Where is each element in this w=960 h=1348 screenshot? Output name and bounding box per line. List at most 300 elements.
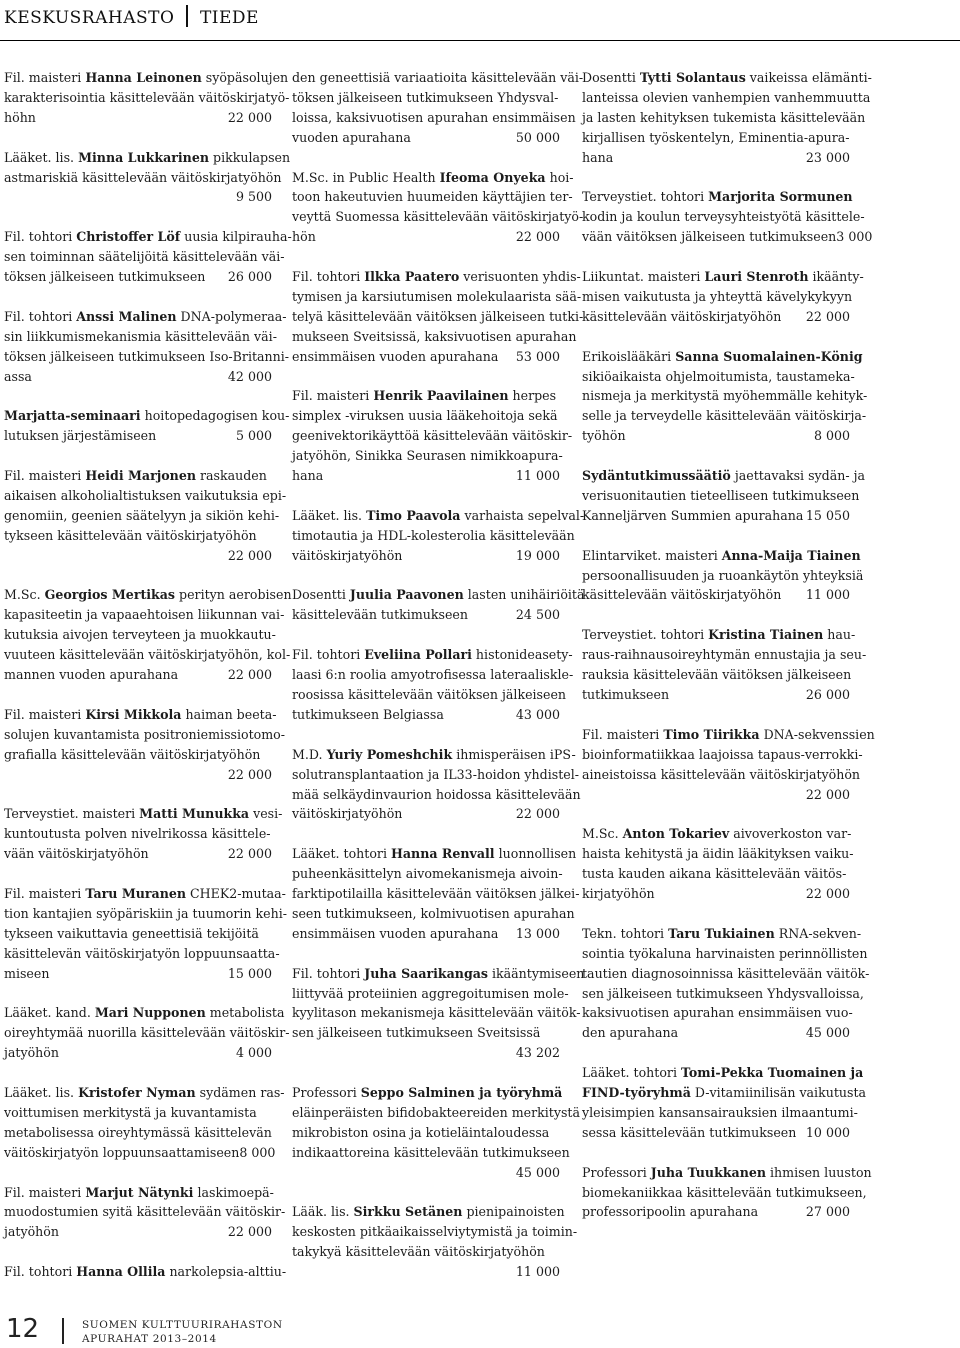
entry-line	[4, 1003, 285, 1023]
entry-last-text: vään väitöskirjatyöhön	[4, 846, 149, 862]
entry-last-text: mannen vuoden apurahana	[4, 667, 179, 683]
entry-line	[4, 426, 272, 446]
entry-last-text: väitöskirjatyöhön	[292, 547, 403, 563]
entry-last-text: töksen jälkeiseen tutkimukseen	[4, 269, 206, 285]
entry-title-prefix: Professori	[582, 1164, 651, 1180]
publication-title	[82, 1318, 283, 1346]
grant-entry	[4, 148, 291, 208]
entry-line	[292, 128, 560, 148]
grant-amount: 22 000	[515, 806, 560, 822]
entry-title-suffix: hoitopedagogisen kou-	[140, 408, 290, 424]
entry-line	[292, 506, 585, 526]
entry-last-text: Kanneljärven Summien apurahana	[582, 507, 804, 523]
grant-amount: 3 000	[836, 229, 873, 245]
entry-title-prefix: Dosentti	[292, 587, 350, 603]
entry-line: bioinformatiikkaa laajoissa tapaus-verrokki-	[582, 746, 863, 762]
entry-title-suffix: raskauden	[196, 468, 267, 484]
grant-amount: 22 000	[227, 1224, 272, 1240]
grant-entry	[4, 406, 290, 446]
recipient-name: Minna Lukkarinen	[78, 149, 210, 165]
entry-line	[582, 625, 856, 645]
entry-line: sikiöaikaista ohjelmoitumista, taustameka-	[582, 368, 855, 384]
grant-entry	[582, 546, 864, 606]
grant-amount: 19 000	[515, 547, 560, 563]
entry-title-prefix: Fil. maisteri	[4, 1184, 86, 1200]
entry-line	[582, 725, 875, 745]
grant-entry	[4, 585, 292, 685]
entry-title-suffix: ikääntymiseen	[488, 965, 585, 981]
entry-line: sin liikkumismekanismia käsittelevään väi-	[4, 328, 277, 344]
entry-last-text: käsittelevään väitöskirjatyöhön	[582, 308, 782, 324]
entry-title-prefix: Fil. maisteri	[4, 886, 86, 902]
entry-title-prefix: Elintarviket. maisteri	[582, 547, 722, 563]
entry-title-prefix: M.D.	[292, 746, 327, 762]
entry-line	[292, 347, 560, 367]
entry-line	[292, 745, 576, 765]
grant-amount: 26 000	[227, 269, 272, 285]
grant-amount: 11 000	[805, 587, 850, 603]
recipient-name: Kirsi Mikkola	[85, 706, 182, 722]
grant-entry	[582, 824, 854, 904]
entry-line	[582, 1023, 850, 1043]
grant-entry	[292, 267, 584, 367]
entry-last-text: työhön	[582, 428, 626, 444]
grant-amount: 50 000	[515, 129, 560, 145]
grant-amount: 8 000	[813, 428, 850, 444]
entry-line: jatyöhön, Sinikka Seurasen nimikkoapura-	[292, 448, 563, 464]
entry-line	[292, 705, 560, 725]
grant-amount: 22 000	[805, 886, 850, 902]
entry-title-suffix: varhaista sepelval-	[460, 507, 585, 523]
grant-amount: 22 000	[227, 846, 272, 862]
recipient-name: Ilkka Paatero	[364, 269, 460, 285]
entry-line: tion kantajien syöpäriskiin ja tuumorin kehi-	[4, 905, 288, 921]
recipient-name: Juulia Paavonen	[349, 587, 464, 603]
recipient-name: Kristina Tiainen	[708, 627, 824, 643]
entry-line: kyylitason mekanismeja käsittelevään väitök-	[292, 1005, 581, 1021]
entry-line: haista kehitystä ja äidin lääkityksen vaiku-	[582, 846, 854, 862]
entry-line: sen jälkeiseen tutkimukseen Sveitsissä	[292, 1025, 541, 1041]
entry-line: oireyhtymää nuorilla käsittelevään väitöskir-	[4, 1025, 290, 1041]
entry-title-prefix: Fil. maisteri	[4, 706, 86, 722]
grant-entry	[582, 347, 868, 447]
entry-line: lanteissa olevien vanhempien vanhemmuutta	[582, 89, 871, 105]
recipient-name: Timo Paavola	[366, 507, 461, 523]
entry-line: biomekaniikkaa käsittelevään tutkimukseen,	[582, 1184, 867, 1200]
entry-title-prefix: Fil. tohtori	[4, 229, 77, 245]
entry-line	[4, 964, 272, 984]
entry-line: puheenkäsittelyn aivomekanismeja aivoin-	[292, 866, 563, 882]
recipient-name: Sanna Suomalainen-König	[675, 348, 863, 364]
recipient-name: Juha Saarikangas	[364, 965, 488, 981]
entry-line: misen vaikutusta ja yhteyttä kävelykykyyn	[582, 288, 853, 304]
entry-title-suffix: D-vitamiinilisän vaikutusta	[690, 1085, 867, 1101]
grant-entry	[292, 68, 584, 148]
entry-title-prefix: Fil. tohtori	[292, 965, 365, 981]
grant-amount: 13 000	[515, 925, 560, 941]
grant-amount: 15 050	[805, 507, 850, 523]
entry-line	[4, 1183, 272, 1203]
entry-line	[4, 844, 272, 864]
entry-line	[4, 466, 272, 486]
entry-line	[292, 1083, 563, 1103]
entry-title-prefix: Lääk. lis.	[292, 1204, 354, 1220]
recipient-name: Matti Munukka	[139, 806, 250, 822]
entry-title-prefix: Fil. maisteri	[4, 468, 86, 484]
entry-line: solujen kuvantamista positroniemissiotomo-	[4, 726, 286, 742]
column-2	[292, 68, 585, 1302]
entry-title-suffix: hoi-	[545, 169, 574, 185]
entry-line	[4, 705, 277, 725]
grant-amount: 8 000	[239, 1144, 276, 1160]
entry-line	[582, 347, 863, 367]
grant-entry	[582, 1163, 872, 1223]
entry-last-text: professoripoolin apurahana	[582, 1204, 759, 1220]
entry-line: käsittelevän väitöskirjatyön loppuunsaatta-	[4, 945, 280, 961]
entry-last-text: hana	[292, 468, 324, 484]
recipient-name: Taru Tukiainen	[668, 925, 775, 941]
entry-title-prefix: Terveystiet. maisteri	[4, 806, 140, 822]
entry-line: farktipotilailla käsittelevään väitöksen jälkei-	[292, 886, 580, 902]
entry-line	[4, 108, 272, 128]
entry-line: eläinperäisten bifidobakteereiden merkitystä	[292, 1104, 581, 1120]
entry-line: verisuonitautien tieteelliseen tutkimukseen	[582, 487, 860, 503]
entry-line: vuuteen käsittelevään väitöskirjatyöhön, kol-	[4, 647, 291, 663]
grant-amount: 45 000	[515, 1164, 560, 1180]
grant-entry	[292, 1083, 581, 1183]
entry-line	[582, 1163, 872, 1183]
entry-line: raus-raihnausoireyhtymän ennustajia ja seu-	[582, 647, 867, 663]
entry-title-suffix: RNA-sekven-	[774, 925, 862, 941]
entry-line: aikaisen alkoholialtistuksen vaikutuksia epi-	[4, 487, 287, 503]
entry-line: tykseen vaikuttavia geneettisiä tekijöitä	[4, 925, 259, 941]
entry-line: kutuksia aivojen terveyteen ja muokkautu-	[4, 627, 276, 643]
entry-line: mikrobiston osina ja kotieläintaloudessa	[292, 1124, 550, 1140]
entry-title-prefix: Fil. tohtori	[292, 647, 365, 663]
entry-line	[4, 307, 287, 327]
entry-line: persoonallisuuden ja ruoankäytön yhteyksiä	[582, 567, 864, 583]
entry-title-prefix: Lääket. tohtori	[582, 1065, 681, 1081]
entry-title-suffix: syöpäsolujen	[201, 70, 289, 85]
entry-line	[292, 964, 585, 984]
entry-title-prefix: Terveystiet. tohtori	[582, 627, 709, 643]
recipient-name: Mari Nupponen	[94, 1005, 206, 1021]
entry-title-suffix: ihmisperäisen iPS-	[452, 746, 576, 762]
entry-title-prefix: Lääket. lis.	[292, 507, 367, 523]
grant-amount: 22 000	[805, 308, 850, 324]
entry-line: töksen jälkeiseen tutkimukseen Yhdysval-	[292, 89, 559, 105]
grant-amount: 11 000	[515, 468, 560, 484]
entry-title-suffix: DNA-polymeraa-	[176, 308, 287, 324]
entry-line	[582, 1063, 864, 1083]
entry-line	[582, 585, 850, 605]
entry-line: kapasiteetin ja vapaaehtoisen liikunnan vai-	[4, 607, 285, 623]
entry-line	[4, 804, 283, 824]
entry-line	[582, 685, 850, 705]
column-1	[4, 68, 292, 1302]
grant-entry	[292, 844, 580, 944]
entry-line	[292, 386, 560, 406]
entry-title-prefix: Fil. tohtori	[4, 1264, 77, 1280]
entry-line: geenivektorikäyttöä käsittelevään väitöskir-	[292, 428, 573, 444]
grant-entry	[582, 466, 866, 526]
grant-entry	[292, 585, 585, 625]
entry-line	[582, 1202, 850, 1222]
entry-title-prefix: Professori	[292, 1085, 361, 1101]
recipient-name: Marjatta-seminaari	[4, 408, 141, 424]
entry-line: takykyä käsittelevään väitöskirjatyöhön	[292, 1244, 545, 1260]
entry-title-prefix: Dosentti	[582, 70, 640, 85]
recipient-name: FIND-työryhmä	[582, 1085, 691, 1101]
entry-line: astmariskiä käsittelevään väitöskirjatyöhön	[4, 169, 282, 185]
entry-line: loissa, kaksivuotisen apurahan ensimmäisen	[292, 109, 576, 125]
page-footer	[0, 1306, 960, 1348]
entry-title-prefix: M.Sc. in Public Health	[292, 169, 440, 185]
entry-line	[582, 924, 862, 944]
entry-line: nismeja ja merkitystä myöhemmälle kehityk-	[582, 388, 868, 404]
entry-line	[292, 227, 560, 247]
grant-entry	[582, 725, 875, 805]
entry-line	[582, 824, 850, 844]
entry-line: grafialla käsittelevään väitöskirjatyöhön	[4, 746, 261, 762]
entry-last-text: vuoden apurahana	[292, 129, 411, 145]
grant-entry	[582, 625, 867, 705]
entry-line: roosissa käsittelevään väitöksen jälkeiseen	[292, 687, 567, 702]
entry-title-prefix: Terveystiet. tohtori	[582, 189, 709, 205]
publication-line-1: SUOMEN KULTTUURIRAHASTON	[82, 1319, 283, 1331]
entry-title-prefix: Fil. tohtori	[4, 308, 77, 324]
entry-line: simplex -viruksen uusia lääkehoitoja sekä	[292, 408, 558, 424]
grant-amount: 22 000	[227, 766, 272, 782]
entry-title-prefix: M.Sc.	[4, 587, 45, 603]
page-header	[0, 0, 960, 41]
entry-line: veyttä Suomessa käsittelevään väitöskirjatyö-	[292, 209, 584, 225]
entry-line: den geneettisiä variaatioita käsittelevään väi-	[292, 70, 584, 85]
footer-divider	[62, 1318, 64, 1344]
entry-title-suffix: ikäänty-	[808, 269, 864, 285]
recipient-name: Heidi Marjonen	[85, 468, 196, 484]
grant-entry	[4, 1083, 285, 1163]
grant-amount: 9 500	[235, 189, 272, 205]
grant-entry	[582, 1063, 867, 1143]
entry-title-suffix: CHEK2-mutaa-	[186, 886, 286, 902]
entry-line: sen toiminnan säätelijöitä käsittelevään väi-	[4, 249, 285, 265]
grant-amount: 26 000	[805, 687, 850, 702]
entry-last-text: kirjatyöhön	[582, 886, 655, 902]
grant-entry	[4, 466, 287, 566]
entry-line	[582, 426, 850, 446]
entry-line	[4, 227, 292, 247]
header-divider	[186, 5, 188, 27]
grant-entry	[582, 924, 870, 1043]
entry-line	[292, 605, 560, 625]
entry-line	[292, 844, 577, 864]
recipient-name: Sydäntutkimussäätiö	[582, 468, 731, 484]
entry-line: solutransplantaation ja IL33-hoidon yhdistel-	[292, 766, 580, 782]
entry-title-suffix: hau-	[823, 627, 856, 643]
entry-line	[4, 1222, 272, 1242]
grant-amount: 43 202	[515, 1045, 560, 1061]
entry-line: tusta kauden aikana käsittelevään väitös-	[582, 866, 847, 882]
entry-line	[292, 168, 574, 188]
grant-entry	[292, 506, 585, 566]
recipient-name: Hanna Renvall	[390, 846, 495, 862]
grant-amount: 5 000	[235, 428, 272, 444]
entry-line: selle ja terveydelle käsittelevään väitöskirja-	[582, 408, 867, 424]
entry-line	[582, 267, 864, 287]
entry-line: genomiin, geenien säätelyyn ja sikiön kehi-	[4, 507, 280, 523]
grant-entry	[4, 68, 290, 128]
entry-title-prefix: Fil. maisteri	[292, 388, 374, 404]
entry-line: telyä käsittelevään väitöksen jälkeiseen tutki-	[292, 308, 584, 324]
grant-amount: 42 000	[227, 368, 272, 384]
entry-line	[292, 645, 573, 665]
entry-line	[4, 367, 272, 387]
grant-entry	[292, 1202, 578, 1282]
grant-entry	[4, 1262, 287, 1282]
entry-line: metabolisessa oireyhtymässä käsittelevän	[4, 1124, 272, 1140]
entry-title-suffix: narkolepsia-alttiu-	[165, 1264, 287, 1280]
entry-line	[4, 884, 286, 904]
grant-amount: 23 000	[805, 149, 850, 165]
entry-last-text: vään väitöksen jälkeiseen tutkimukseen	[582, 229, 837, 245]
entry-line	[292, 546, 560, 566]
entry-line	[292, 804, 560, 824]
entry-line: timotautia ja HDL-kolesterolia käsittelevään	[292, 527, 575, 543]
entry-line	[582, 1083, 867, 1103]
grant-amount: 15 000	[227, 965, 272, 981]
grant-entry	[4, 1183, 286, 1243]
entry-line: kodin ja koulun terveysyhteistyötä käsittele-	[582, 209, 865, 225]
entry-title-suffix: perityn aerobisen	[175, 587, 292, 603]
publication-line-2: APURAHAT 2013–2014	[82, 1333, 217, 1345]
recipient-name: Hanna Ollila	[76, 1264, 166, 1280]
grant-amount: 27 000	[805, 1204, 850, 1220]
entry-line	[292, 267, 581, 287]
entry-line	[4, 267, 272, 287]
recipient-name: Sirkku Setänen	[353, 1204, 463, 1220]
entry-line	[292, 924, 560, 944]
entry-title-prefix: M.Sc.	[582, 826, 623, 842]
grant-amount: 53 000	[515, 348, 560, 364]
recipient-name: Juha Tuukkanen	[650, 1164, 767, 1180]
entry-line: aineistoissa käsittelevään väitöskirjatyöhön	[582, 766, 861, 782]
entry-title-suffix: metabolista	[205, 1005, 285, 1021]
entry-line	[4, 406, 290, 426]
entry-line	[4, 1262, 287, 1282]
entry-line	[582, 307, 850, 327]
entry-last-text: ensimmäisen vuoden apurahana	[292, 925, 499, 941]
entry-line: tautien diagnosoinnissa käsittelevään väitök-	[582, 965, 870, 981]
entry-last-text: käsittelevään tutkimukseen	[292, 607, 468, 623]
entry-title-suffix: verisuonten yhdis-	[459, 269, 581, 285]
recipient-name: Eveliina Pollari	[364, 647, 472, 663]
grant-entry	[582, 68, 872, 168]
entry-line	[4, 1043, 272, 1063]
entry-line: sointia työkaluna harvinaisten perinnöllisten	[582, 945, 868, 961]
entry-line	[582, 68, 872, 88]
entry-last-text: jatyöhön	[4, 1045, 59, 1061]
grant-amount: 24 500	[515, 607, 560, 623]
grant-entry	[292, 964, 585, 1064]
entry-title-prefix: Fil. maisteri	[4, 70, 86, 85]
entry-line: voittumisen merkitystä ja kuvantamista	[4, 1104, 257, 1120]
grant-amount: 4 000	[235, 1045, 272, 1061]
entry-last-text: tutkimukseen Belgiassa	[292, 706, 444, 722]
entry-last-text: jatyöhön	[4, 1224, 59, 1240]
page-number: 12	[6, 1314, 40, 1344]
entry-line: muodostumien syitä käsittelevään väitöskir-	[4, 1204, 286, 1220]
header-section: KESKUSRAHASTO	[4, 8, 175, 28]
entry-title-prefix: Lääket. lis.	[4, 1085, 79, 1101]
entry-line	[582, 506, 850, 526]
entry-title-suffix: laskimoepä-	[193, 1184, 274, 1200]
entry-line: mää selkäydinvaurion hoidossa käsittelevään	[292, 786, 581, 802]
entry-line: toon hakeutuvien huumeiden käyttäjien ter-	[292, 189, 573, 205]
entry-line: kuntoutusta polven nivelrikossa käsittele-	[4, 826, 271, 842]
recipient-name: Christoffer Löf	[76, 229, 181, 245]
recipient-name: Seppo Salminen ja työryhmä	[360, 1085, 563, 1101]
entry-title-suffix: luonnollisen	[494, 846, 577, 862]
entry-title-suffix: herpes	[508, 388, 557, 404]
entry-line	[4, 148, 291, 168]
entry-title-prefix: Lääket. tohtori	[292, 846, 391, 862]
entry-line: sen jälkeiseen tutkimukseen Yhdysvalloissa,	[582, 985, 864, 1001]
recipient-name: Anton Tokariev	[622, 826, 730, 842]
entry-line	[292, 1202, 565, 1222]
recipient-name: Marjut Nätynki	[85, 1184, 194, 1200]
entry-last-text: tutkimukseen	[582, 687, 670, 702]
entry-title-suffix: jaettavaksi sydän- ja	[730, 468, 866, 484]
recipient-name: Tomi-Pekka Tuomainen ja	[680, 1065, 864, 1081]
entry-title-suffix: uusia kilpirauha-	[180, 229, 292, 245]
grant-amount: 45 000	[805, 1025, 850, 1041]
entry-line: karakterisointia käsittelevään väitöskirjatyö-	[4, 89, 290, 105]
entry-title-suffix: sydämen ras-	[195, 1085, 285, 1101]
entry-line: keskosten pitkäaikaisselviytymistä ja toimin-	[292, 1224, 578, 1240]
entry-line	[4, 665, 272, 685]
grant-entry	[4, 1003, 290, 1063]
entry-last-text: höhn	[4, 109, 36, 125]
entry-line: kirjallisen työskentelyn, Eminentia-apura-	[582, 129, 850, 145]
entry-last-text: assa	[4, 368, 32, 384]
entry-last-text: ensimmäisen vuoden apurahana	[292, 348, 499, 364]
recipient-name: Timo Tiirikka	[663, 726, 760, 742]
entry-title-suffix: pienipainoisten	[462, 1204, 565, 1220]
entry-line: rauksia käsittelevään väitöksen jälkeiseen	[582, 667, 852, 683]
entry-last-text: sessa käsittelevään tutkimukseen	[582, 1124, 797, 1140]
entry-title-suffix: DNA-sekvenssien	[759, 726, 875, 742]
recipient-name: Marjorita Sormunen	[708, 189, 853, 205]
grant-entry	[292, 386, 573, 486]
entry-line: yleisimpien kansansairauksien ilmaantumi-	[582, 1104, 858, 1120]
entry-title-suffix: lasten unihäiriöitä	[463, 587, 585, 603]
recipient-name: Kristofer Nyman	[78, 1085, 196, 1101]
entry-title-suffix: ihmisen luuston	[766, 1164, 872, 1180]
grant-entry	[582, 267, 864, 327]
entry-line	[582, 227, 873, 247]
entry-last-text: lutuksen järjestämiseen	[4, 428, 157, 444]
grant-amount: 43 000	[515, 706, 560, 722]
entry-last-text: hön	[292, 229, 316, 245]
entry-title-prefix: Lääket. kand.	[4, 1005, 95, 1021]
recipient-name: Anna-Maija Tiainen	[721, 547, 861, 563]
header-topic: TIEDE	[199, 8, 259, 28]
recipient-name: Taru Muranen	[85, 886, 187, 902]
recipient-name: Anssi Malinen	[76, 308, 177, 324]
entry-title-prefix: Erikoislääkäri	[582, 348, 676, 364]
grant-amount: 10 000	[805, 1124, 850, 1140]
